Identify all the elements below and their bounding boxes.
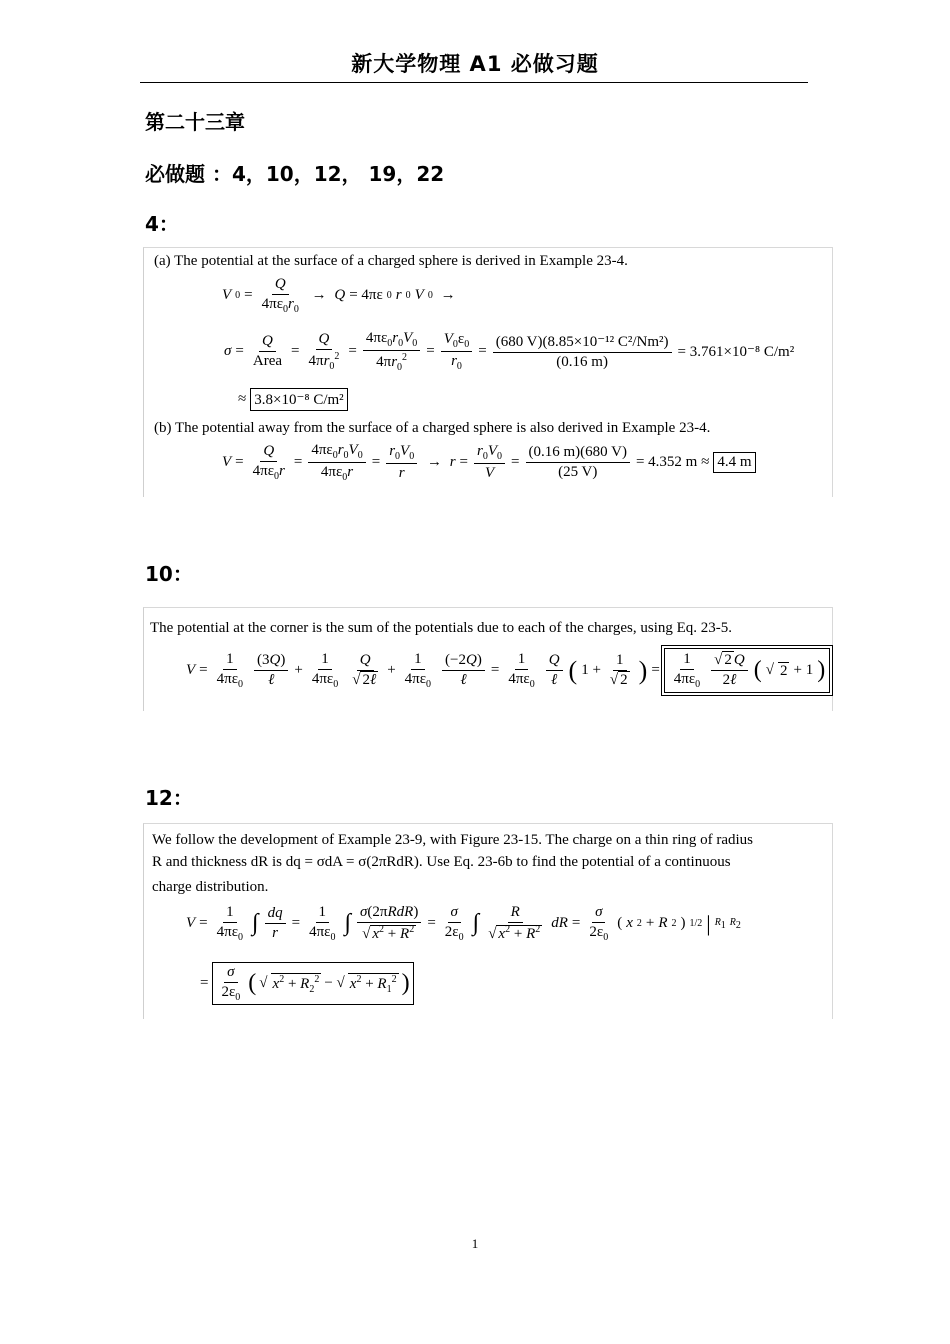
p4-eq2-numerator: (680 V)(8.85×10⁻¹² C²/Nm²): [493, 332, 672, 353]
p12-text-line1: We follow the development of Example 23-9, with Figure 23-15. The charge on a thin ring of radius: [152, 832, 754, 848]
p4-eq2-denominator: (0.16 m): [556, 354, 608, 370]
p10-text: The potential at the corner is the sum of the potentials due to each of the charges, using Eq. 23-5.: [150, 620, 733, 636]
page-header-title: 新大学物理 A1 必做习题: [351, 52, 599, 76]
problem-4-label: 4：: [145, 212, 179, 236]
p12-text-line2: R and thickness dR is dq = σdA = σ(2πRdR). Use Eq. 23-6b to find the potential of a continuous: [152, 854, 731, 870]
p12-text-line3: charge distribution.: [152, 879, 269, 895]
p10-eq: V = $\frac{1}{4\pi\varepsilon_0}$ $\frac{(3Q)}{\text{ℓ}}$ + $\frac{1}{4\pi\varepsilon_0}$ $\frac{Q}{\text{√ 2ℓ}}$ + $\frac{1}{4\pi\varepsilon_0}$ $\frac{(-2Q)}{\text{ℓ}}$ = $\frac{1}{4\pi\varepsilon_0}$ $\frac{Q}{\text{ℓ}}$ ( 1 + $\frac{1}{√ 2}$ ) = $\frac{1}{4\pi\varepsilon_0}$ $\frac{√ 2 Q}{\text{2ℓ}}$ ( √ 2 + 1 ): [186, 648, 830, 693]
p4-eq3-numerator: (0.16 m)(680 V): [526, 444, 630, 463]
p4-eq3: V = $\frac{Q}{4\pi\varepsilon_0r}$ = $\frac{4\pi\varepsilon_0r_0V_0}{4\pi\varepsilon_0r}$ = $\frac{r_0V_0}{r}$ → r = $\frac{r_0V_0}{V}$ = $\frac{(0.16 m)(680 V)}{(25 V)}$ = 4.352 m ≈ 4.4 m: [222, 442, 756, 483]
p4-part-a-text: (a) The potential at the surface of a charged sphere is derived in Example 23-4.: [154, 253, 628, 269]
p4-eq2-result: = 3.761×10⁻⁸ C/m²: [677, 344, 795, 360]
p4-answer-a-row: ≈ 3.8×10⁻⁸ C/m²: [238, 388, 348, 411]
p4-eq3-result: = 4.352 m ≈: [635, 454, 710, 470]
problem-12-solution: [143, 823, 833, 1019]
p10-answer: $\frac{1}{4\pi\varepsilon_0}$ $\frac{√ 2 Q}{\text{2ℓ}}$ ( √ 2 + 1 ): [664, 648, 830, 693]
p4-eq3-denominator: (25 V): [558, 464, 598, 480]
p4-eq2: σ = $\frac{Q}{\text{Area}}$ = $\frac{Q}{4\pi r_0^2}$ = $\frac{4\pi\varepsilon_0r_0V_0}{4\pi r_0^2}$ = $\frac{V_0\varepsilon_0}{r_0}$ = $\frac{\text{(680 V)(8.85×10⁻¹² C²/Nm²)}}{(0.16 m)}$ = 3.761×10⁻⁸ C/m²: [224, 330, 795, 373]
p12-answer: $\frac{\sigma}{2\varepsilon_0}$ ( √ $x^2 + R_2^2$ − √ $x^2 + R_1^2$ ): [212, 962, 413, 1005]
chapter-title: 第二十三章: [145, 110, 245, 134]
p12-answer-row: = $\frac{\sigma}{2\varepsilon_0}$ ( √ $x^2 + R_2^2$ − √ $x^2 + R_1^2$ ): [200, 962, 414, 1005]
problem-10-solution: [143, 607, 833, 711]
p4-answer-a: 3.8×10⁻⁸ C/m²: [250, 388, 347, 411]
p12-eq: V = $\frac{1}{4\pi\varepsilon_0}$ ∫ $\frac{dq}{r}$ = $\frac{1}{4\pi\varepsilon_0}$ ∫ $\frac{\text{σ(2πRdR)}}{√ x^2 + R^2}$ = $\frac{\sigma}{2\varepsilon_0}$ ∫ $\frac{R}{√ x^2 + R^2}$ dR = $\frac{\sigma}{2\varepsilon_0}$ ( x 2 + R 2 ) 1/2 | $R_1$ $R_2$: [186, 904, 741, 943]
required-problems: 必做题 ：4，10，12， 19，22: [145, 162, 445, 186]
p4-part-b-text: (b) The potential away from the surface of a charged sphere is also derived in Example 23-4.: [154, 420, 711, 436]
header-rule: [140, 82, 808, 83]
problem-10-label: 10：: [145, 562, 193, 586]
p4-answer-b: 4.4 m: [713, 452, 755, 473]
problem-12-label: 12：: [145, 786, 193, 810]
problem-4-solution: [143, 247, 833, 497]
page-number: 1: [471, 1236, 479, 1251]
p4-eq1: V 0 = $\frac{Q}{4\pi\varepsilon_0r_0}$ → Q = 4πε 0 r 0 V 0 →: [222, 276, 456, 315]
